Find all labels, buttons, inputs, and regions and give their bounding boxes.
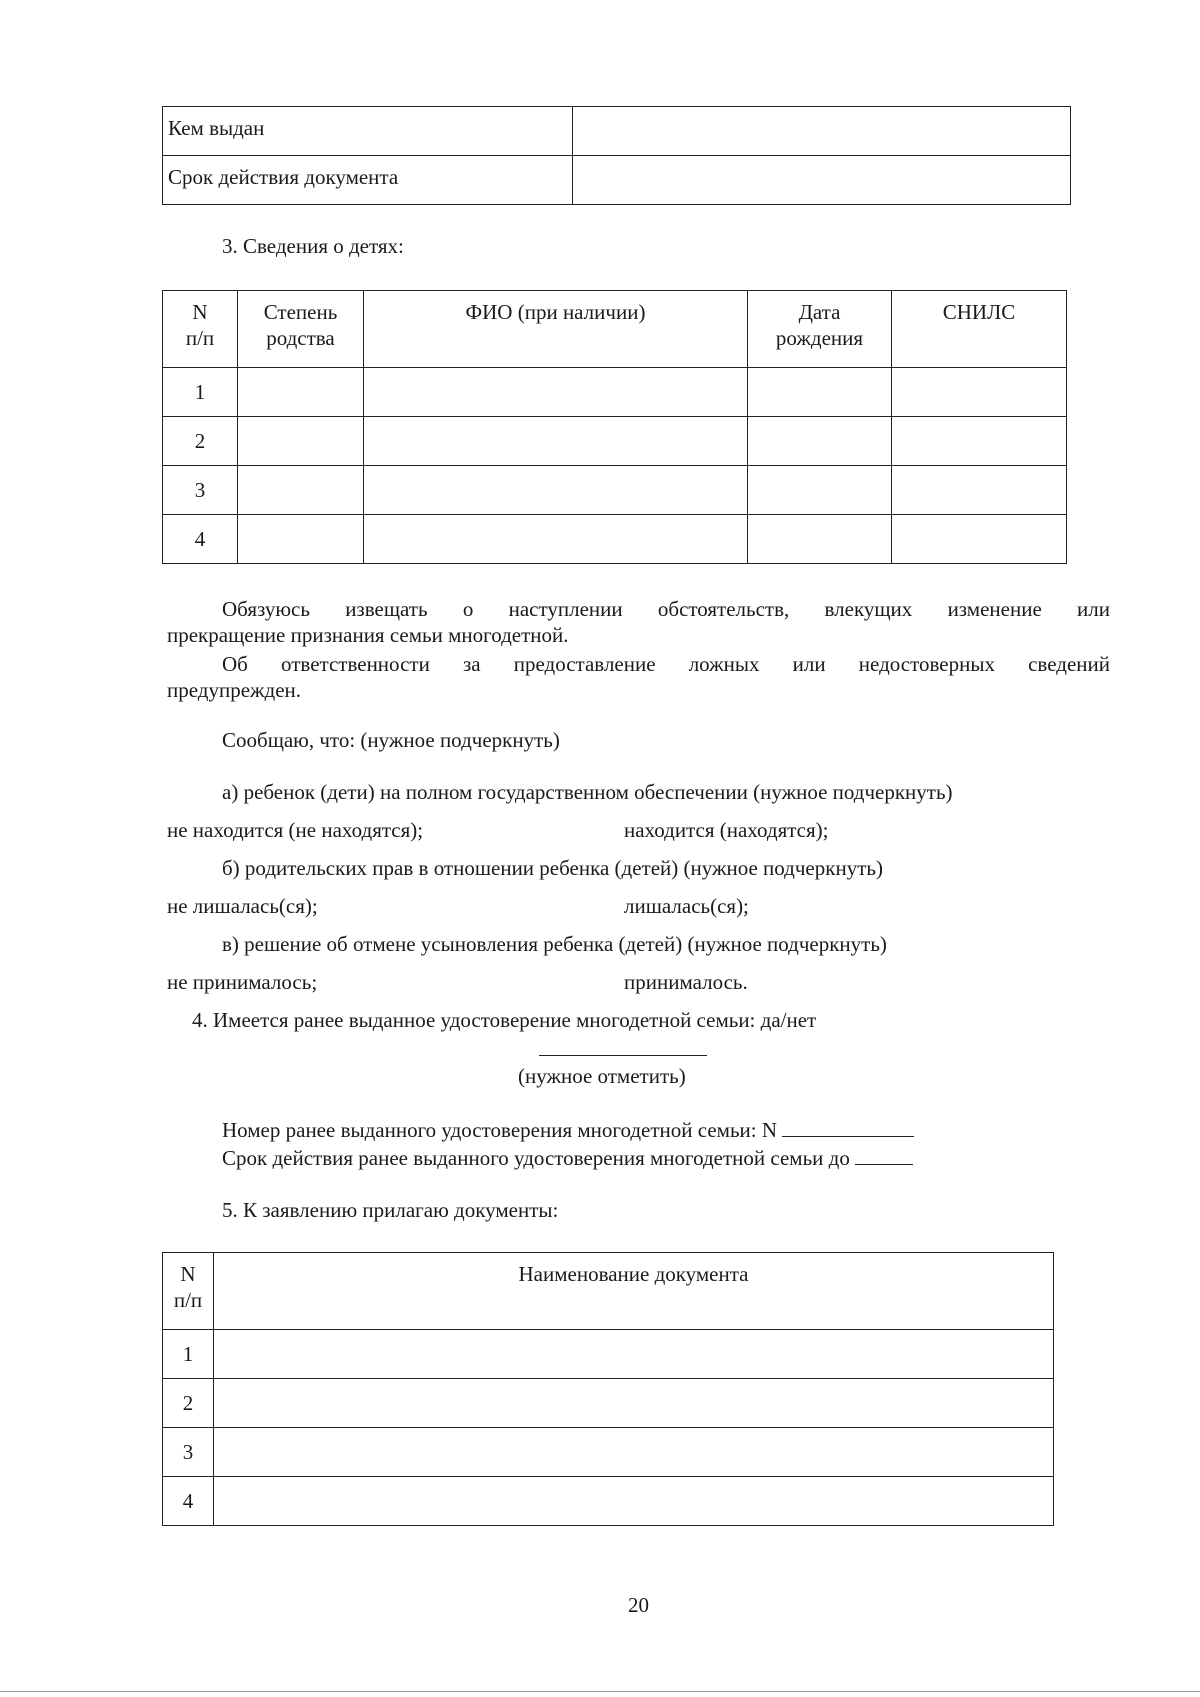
documents-table	[162, 1252, 1054, 1526]
birth-cell[interactable]	[748, 466, 892, 515]
table-row	[163, 1428, 1054, 1477]
snils-cell[interactable]	[892, 515, 1067, 564]
previous-certificate-validity-field[interactable]	[855, 1148, 913, 1165]
row-number: 1	[163, 1330, 214, 1379]
snils-cell[interactable]	[892, 368, 1067, 417]
previous-certificate-validity-line	[222, 1146, 913, 1171]
fio-cell[interactable]	[364, 417, 748, 466]
report-a-option-2[interactable]: находится (находятся);	[624, 818, 829, 842]
snils-cell[interactable]	[892, 466, 1067, 515]
report-c-option-2[interactable]: принималось.	[624, 970, 748, 994]
previous-certificate-number-line	[222, 1118, 914, 1143]
issued-by-value-cell[interactable]	[573, 107, 1071, 156]
table-row	[163, 515, 1067, 564]
documents-table-header	[163, 1253, 1054, 1330]
answer-blank-line[interactable]	[539, 1055, 707, 1056]
birth-cell[interactable]	[748, 515, 892, 564]
report-c-option-1[interactable]: не принималось;	[167, 970, 318, 994]
report-c-text: в) решение об отмене усыновления ребенка (детей) (нужное подчеркнуть)	[222, 932, 887, 956]
header-num-line2: п/п	[185, 326, 215, 351]
header-birth	[748, 291, 892, 368]
doc-header-num-line1: N	[180, 1262, 196, 1286]
row-number: 1	[163, 368, 238, 417]
scan-bottom-edge	[0, 1691, 1200, 1692]
report-a-text: а) ребенок (дети) на полном государственном обеспечении (нужное подчеркнуть)	[222, 780, 953, 804]
relation-cell[interactable]	[238, 466, 364, 515]
children-table-header	[163, 291, 1067, 368]
relation-cell[interactable]	[238, 515, 364, 564]
birth-cell[interactable]	[748, 417, 892, 466]
validity-value-cell[interactable]	[573, 156, 1071, 205]
doc-header-name-text: Наименование документа	[518, 1262, 749, 1286]
header-birth-line1: Дата	[798, 300, 841, 324]
issued-by-label-cell	[163, 107, 573, 156]
row-number: 2	[163, 1379, 214, 1428]
fio-cell[interactable]	[364, 466, 748, 515]
header-num-line1: N	[192, 300, 208, 324]
snils-cell[interactable]	[892, 417, 1067, 466]
section5-title: 5. К заявлению прилагаю документы:	[222, 1198, 559, 1222]
report-b-option-1[interactable]: не лишалась(ся);	[167, 894, 318, 918]
issued-by-label: Кем выдан	[168, 116, 265, 140]
row-number: 2	[163, 417, 238, 466]
validity-label-cell	[163, 156, 573, 205]
header-relation-line2: родства	[266, 326, 335, 351]
validity-label: Срок действия документа	[168, 165, 399, 189]
section4-caption: (нужное отметить)	[518, 1064, 686, 1088]
table-row	[163, 368, 1067, 417]
table-row	[163, 1330, 1054, 1379]
header-snils	[892, 291, 1067, 368]
section3-title: 3. Сведения о детях:	[222, 234, 404, 258]
header-num	[163, 291, 238, 368]
obligation-p2-line2: предупрежден.	[167, 678, 302, 702]
doc-header-num	[163, 1253, 214, 1330]
report-intro: Сообщаю, что: (нужное подчеркнуть)	[222, 728, 560, 752]
document-name-cell[interactable]	[214, 1330, 1054, 1379]
table-row	[163, 1477, 1054, 1526]
report-b-option-2[interactable]: лишалась(ся);	[624, 894, 749, 918]
report-b-text: б) родительских прав в отношении ребенка (детей) (нужное подчеркнуть)	[222, 856, 883, 880]
children-table	[162, 290, 1067, 564]
fio-cell[interactable]	[364, 368, 748, 417]
document-details-table	[162, 106, 1071, 205]
table-row	[163, 466, 1067, 515]
table-row	[163, 1379, 1054, 1428]
section4-title: 4. Имеется ранее выданное удостоверение многодетной семьи: да/нет	[192, 1008, 817, 1032]
header-snils-text: СНИЛС	[942, 300, 1016, 324]
header-birth-line2: рождения	[775, 326, 864, 351]
row-number: 3	[163, 1428, 214, 1477]
row-number: 3	[163, 466, 238, 515]
row-number: 4	[163, 515, 238, 564]
page-number: 20	[628, 1593, 649, 1617]
obligation-p1-line1: Обязуюсь извещать о наступлении обстоятельств, влекущих изменение или	[222, 597, 1110, 621]
fio-cell[interactable]	[364, 515, 748, 564]
doc-header-name	[214, 1253, 1054, 1330]
doc-header-num-line2: п/п	[173, 1288, 203, 1313]
document-name-cell[interactable]	[214, 1379, 1054, 1428]
document-name-cell[interactable]	[214, 1477, 1054, 1526]
document-name-cell[interactable]	[214, 1428, 1054, 1477]
header-fio	[364, 291, 748, 368]
header-relation	[238, 291, 364, 368]
previous-certificate-number-field[interactable]	[782, 1120, 914, 1137]
table-row	[163, 417, 1067, 466]
birth-cell[interactable]	[748, 368, 892, 417]
header-fio-text: ФИО (при наличии)	[465, 300, 646, 324]
report-a-option-1[interactable]: не находится (не находятся);	[167, 818, 424, 842]
previous-certificate-validity-label: Срок действия ранее выданного удостоверения многодетной семьи до	[222, 1146, 850, 1170]
obligation-p1-line2: прекращение признания семьи многодетной.	[167, 623, 569, 647]
obligation-p2-line1: Об ответственности за предоставление ложных или недостоверных сведений	[222, 652, 1110, 676]
row-number: 4	[163, 1477, 214, 1526]
header-relation-line1: Степень	[263, 300, 338, 324]
relation-cell[interactable]	[238, 368, 364, 417]
relation-cell[interactable]	[238, 417, 364, 466]
previous-certificate-number-label: Номер ранее выданного удостоверения многодетной семьи: N	[222, 1118, 778, 1142]
